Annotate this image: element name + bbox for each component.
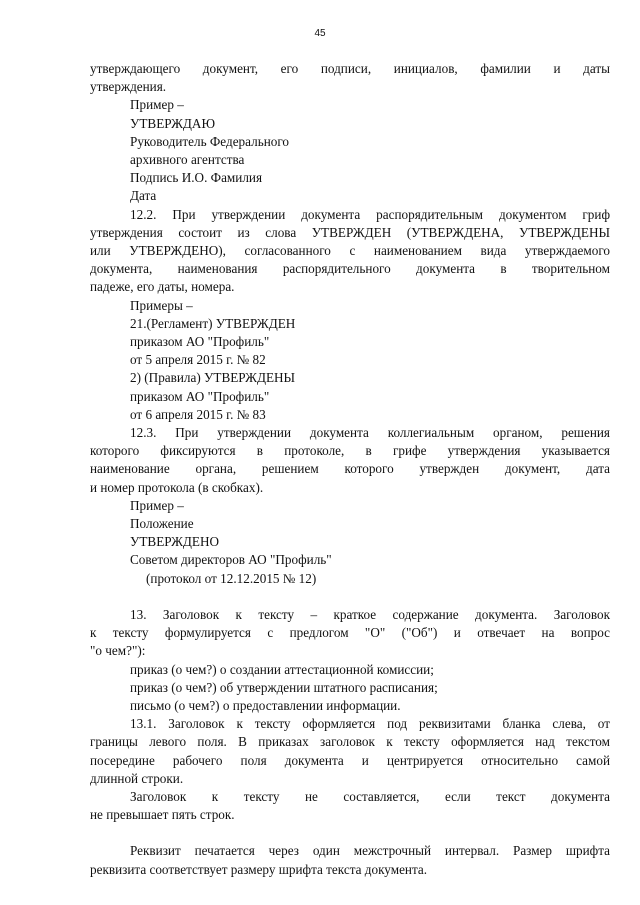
example-line: Примеры –	[130, 297, 193, 313]
example-approval-board	[90, 497, 610, 588]
spacer	[90, 588, 610, 606]
text-line: Заголовок к тексту не составляется, если текст документа	[130, 788, 610, 804]
text-line: документа, наименования распорядительного документа в творительном	[90, 261, 610, 277]
example-line: от 5 апреля 2015 г. № 82	[130, 352, 266, 368]
example-line: УТВЕРЖДЕНО	[130, 534, 220, 550]
example-line: Подпись И.О. Фамилия	[130, 170, 263, 186]
text-line: 13.1. Заголовок к тексту оформляется под реквизитами бланка слева, от	[130, 716, 610, 732]
example-line: 2) (Правила) УТВЕРЖДЕНЫ	[130, 370, 296, 386]
section-13-1	[90, 715, 610, 788]
text-line: наименование органа, решением которого утвержден документ, дата	[90, 461, 610, 477]
text-line: к тексту формулируется с предлогом "О" ("Об") и отвечает на вопрос	[90, 625, 610, 641]
text-line: падеже, его даты, номера.	[90, 279, 235, 295]
example-line: приказом АО "Профиль"	[130, 388, 270, 404]
text-line: 12.2. При утверждении документа распорядительным документом гриф	[130, 206, 610, 222]
text-line: 13. Заголовок к тексту – краткое содержание документа. Заголовок	[130, 606, 610, 622]
example-line: Дата	[130, 188, 157, 204]
page-number: 45	[314, 28, 326, 39]
example-line: Пример –	[130, 497, 184, 513]
list-item: приказ (о чем?) о создании аттестационной комиссии;	[130, 661, 434, 677]
example-line: архивного агентства	[130, 152, 245, 168]
text-line: "о чем?"):	[90, 643, 146, 659]
example-approval-signature	[90, 96, 610, 205]
example-line: приказом АО "Профиль"	[130, 334, 270, 350]
example-line: 21.(Регламент) УТВЕРЖДЕН	[130, 315, 296, 331]
final-paragraph	[90, 842, 610, 878]
text-line: или УТВЕРЖДЕНО), согласованного с наименованием вида утверждаемого	[90, 243, 610, 259]
spacer	[90, 824, 610, 842]
heading-examples-list	[90, 661, 610, 716]
text-line: которого фиксируются в протоколе, в грифе утверждения указывается	[90, 443, 610, 459]
text-line: 12.3. При утверждении документа коллегиальным органом, решения	[130, 425, 610, 441]
text-line: утверждения.	[90, 79, 167, 95]
text-line: посередине рабочего поля документа и центрируется относительно самой	[90, 752, 610, 768]
text-line: границы левого поля. В приказах заголовок к тексту оформляется над текстом	[90, 734, 610, 750]
example-line: Руководитель Федерального	[130, 133, 290, 149]
example-line: (протокол от 12.12.2015 № 12)	[146, 570, 317, 586]
document-body	[90, 60, 610, 879]
text-line: утверждающего документ, его подписи, инициалов, фамилии и даты	[90, 61, 610, 76]
example-line: Положение	[130, 516, 194, 532]
section-13-2	[90, 788, 610, 824]
list-item: письмо (о чем?) о предоставлении информации.	[130, 697, 401, 713]
text-line: не превышает пять строк.	[90, 807, 235, 823]
text-line: и номер протокола (в скобках).	[90, 479, 264, 495]
list-item: приказ (о чем?) об утверждении штатного расписания;	[130, 679, 438, 695]
section-12-2	[90, 206, 610, 297]
text-line: утверждения состоит из слова УТВЕРЖДЕН (УТВЕРЖДЕНА, УТВЕРЖДЕНЫ	[90, 224, 610, 240]
section-12-3	[90, 424, 610, 497]
example-approval-orders	[90, 297, 610, 424]
example-line: от 6 апреля 2015 г. № 83	[130, 406, 266, 422]
section-13	[90, 606, 610, 661]
text-line: реквизита соответствует размеру шрифта текста документа.	[90, 861, 428, 877]
example-line: Пример –	[130, 97, 184, 113]
text-line: Реквизит печатается через один межстрочный интервал. Размер шрифта	[130, 843, 610, 859]
example-line: Советом директоров АО "Профиль"	[130, 552, 332, 568]
example-line: УТВЕРЖДАЮ	[130, 115, 216, 131]
text-line: длинной строки.	[90, 770, 184, 786]
